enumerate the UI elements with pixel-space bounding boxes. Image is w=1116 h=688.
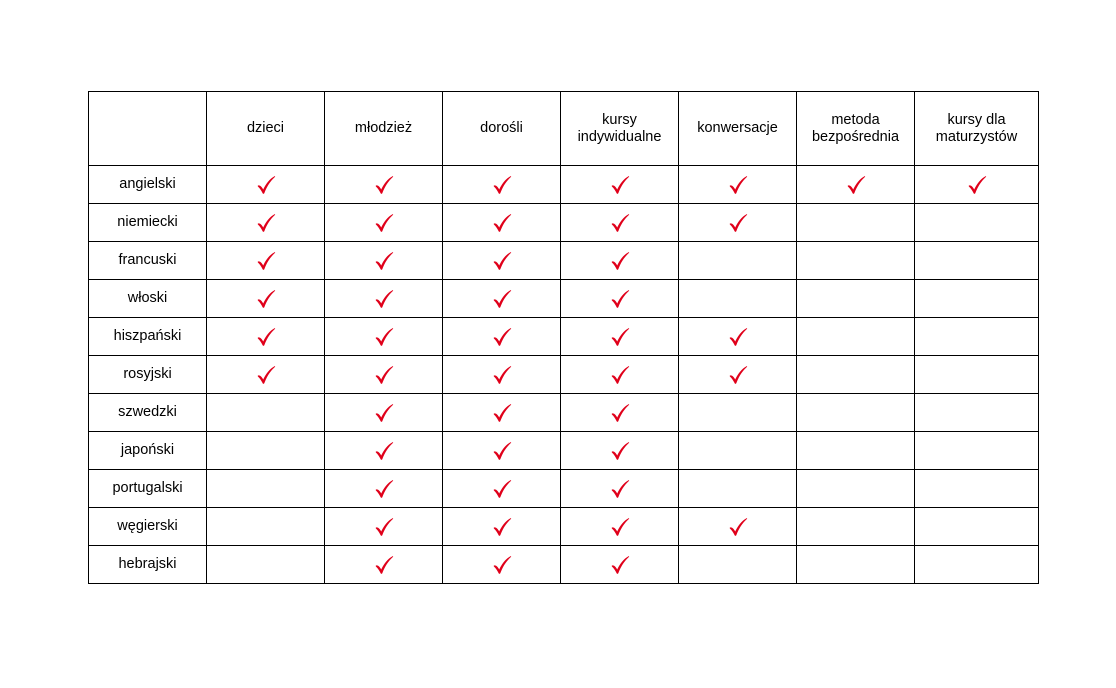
- table-cell: [915, 546, 1039, 584]
- table-cell: [679, 318, 797, 356]
- table-row: [89, 204, 1039, 242]
- table-body: [89, 166, 1039, 584]
- table-cell: [443, 546, 561, 584]
- checkmark-icon: [255, 364, 277, 386]
- table-row: [89, 318, 1039, 356]
- table-cell: [561, 242, 679, 280]
- table-cell: [207, 546, 325, 584]
- table-row: [89, 394, 1039, 432]
- language-label: niemiecki: [89, 204, 207, 242]
- table-cell: [915, 280, 1039, 318]
- table-cell: [915, 242, 1039, 280]
- table-cell: [207, 242, 325, 280]
- column-header: młodzież: [325, 92, 443, 166]
- checkmark-icon: [609, 212, 631, 234]
- checkmark-icon: [491, 174, 513, 196]
- table-row: [89, 356, 1039, 394]
- language-label: rosyjski: [89, 356, 207, 394]
- table-cell: [915, 508, 1039, 546]
- table-cell: [797, 546, 915, 584]
- checkmark-icon: [255, 174, 277, 196]
- checkmark-icon: [491, 440, 513, 462]
- table-cell: [325, 318, 443, 356]
- checkmark-icon: [491, 478, 513, 500]
- checkmark-icon: [845, 174, 867, 196]
- checkmark-icon: [727, 326, 749, 348]
- table-cell: [561, 546, 679, 584]
- table-cell: [561, 356, 679, 394]
- header-row: [89, 92, 1039, 166]
- language-label: francuski: [89, 242, 207, 280]
- checkmark-icon: [373, 478, 395, 500]
- checkmark-icon: [373, 174, 395, 196]
- checkmark-icon: [609, 516, 631, 538]
- table-cell: [207, 318, 325, 356]
- table-cell: [679, 280, 797, 318]
- table-cell: [679, 356, 797, 394]
- language-label: węgierski: [89, 508, 207, 546]
- course-offer-table: [88, 91, 1039, 584]
- checkmark-icon: [609, 364, 631, 386]
- table-row: [89, 508, 1039, 546]
- table-cell: [561, 204, 679, 242]
- checkmark-icon: [373, 212, 395, 234]
- checkmark-icon: [609, 250, 631, 272]
- table-cell: [797, 432, 915, 470]
- table-cell: [915, 166, 1039, 204]
- table-cell: [679, 242, 797, 280]
- table-cell: [443, 508, 561, 546]
- language-label: angielski: [89, 166, 207, 204]
- table-cell: [207, 356, 325, 394]
- table-cell: [915, 204, 1039, 242]
- checkmark-icon: [727, 364, 749, 386]
- table-cell: [679, 546, 797, 584]
- checkmark-icon: [609, 288, 631, 310]
- table-cell: [443, 242, 561, 280]
- table-cell: [797, 508, 915, 546]
- table-cell: [325, 394, 443, 432]
- table-cell: [561, 166, 679, 204]
- table-cell: [797, 470, 915, 508]
- table-cell: [561, 318, 679, 356]
- table-cell: [207, 166, 325, 204]
- table-cell: [325, 356, 443, 394]
- table-cell: [679, 394, 797, 432]
- table-cell: [797, 166, 915, 204]
- checkmark-icon: [727, 174, 749, 196]
- checkmark-icon: [609, 478, 631, 500]
- table-cell: [443, 470, 561, 508]
- checkmark-icon: [491, 402, 513, 424]
- table-cell: [325, 508, 443, 546]
- table-cell: [561, 470, 679, 508]
- table-cell: [915, 394, 1039, 432]
- table-cell: [679, 508, 797, 546]
- language-label: hiszpański: [89, 318, 207, 356]
- checkmark-icon: [491, 212, 513, 234]
- table-cell: [207, 394, 325, 432]
- table-cell: [207, 204, 325, 242]
- column-header: metoda bezpośrednia: [797, 92, 915, 166]
- table-cell: [915, 318, 1039, 356]
- column-header: kursy indywidualne: [561, 92, 679, 166]
- checkmark-icon: [373, 402, 395, 424]
- checkmark-icon: [491, 364, 513, 386]
- checkmark-icon: [491, 250, 513, 272]
- checkmark-icon: [373, 250, 395, 272]
- checkmark-icon: [609, 440, 631, 462]
- checkmark-icon: [373, 288, 395, 310]
- table-cell: [325, 242, 443, 280]
- table-cell: [207, 470, 325, 508]
- checkmark-icon: [255, 288, 277, 310]
- table-cell: [797, 394, 915, 432]
- checkmark-icon: [727, 516, 749, 538]
- table-row: [89, 546, 1039, 584]
- table-cell: [325, 432, 443, 470]
- table-cell: [561, 280, 679, 318]
- checkmark-icon: [491, 288, 513, 310]
- table-cell: [561, 394, 679, 432]
- table-cell: [915, 356, 1039, 394]
- table-cell: [443, 166, 561, 204]
- checkmark-icon: [966, 174, 988, 196]
- table-cell: [679, 432, 797, 470]
- table-cell: [207, 432, 325, 470]
- checkmark-icon: [491, 554, 513, 576]
- checkmark-icon: [609, 326, 631, 348]
- table-cell: [797, 204, 915, 242]
- checkmark-icon: [491, 516, 513, 538]
- column-header: konwersacje: [679, 92, 797, 166]
- table-cell: [325, 204, 443, 242]
- checkmark-icon: [373, 364, 395, 386]
- table-cell: [443, 394, 561, 432]
- table-cell: [915, 470, 1039, 508]
- corner-cell: [89, 92, 207, 166]
- table-cell: [325, 470, 443, 508]
- checkmark-icon: [491, 326, 513, 348]
- checkmark-icon: [727, 212, 749, 234]
- table-cell: [679, 470, 797, 508]
- table-cell: [679, 204, 797, 242]
- table-row: [89, 432, 1039, 470]
- table-cell: [207, 508, 325, 546]
- table-cell: [325, 166, 443, 204]
- table-cell: [443, 356, 561, 394]
- table-cell: [325, 280, 443, 318]
- table-row: [89, 280, 1039, 318]
- checkmark-icon: [373, 554, 395, 576]
- table-cell: [797, 242, 915, 280]
- checkmark-icon: [255, 212, 277, 234]
- checkmark-icon: [255, 250, 277, 272]
- column-header: kursy dla maturzystów: [915, 92, 1039, 166]
- checkmark-icon: [609, 402, 631, 424]
- table-row: [89, 242, 1039, 280]
- checkmark-icon: [373, 326, 395, 348]
- table-cell: [561, 508, 679, 546]
- checkmark-icon: [255, 326, 277, 348]
- table-cell: [443, 280, 561, 318]
- table-cell: [797, 356, 915, 394]
- checkmark-icon: [609, 554, 631, 576]
- table-cell: [679, 166, 797, 204]
- language-label: japoński: [89, 432, 207, 470]
- checkmark-icon: [609, 174, 631, 196]
- table-cell: [207, 280, 325, 318]
- table-cell: [797, 318, 915, 356]
- column-header: dzieci: [207, 92, 325, 166]
- language-label: włoski: [89, 280, 207, 318]
- table-cell: [443, 432, 561, 470]
- table-cell: [797, 280, 915, 318]
- table-row: [89, 470, 1039, 508]
- language-label: szwedzki: [89, 394, 207, 432]
- language-label: portugalski: [89, 470, 207, 508]
- table-cell: [443, 318, 561, 356]
- checkmark-icon: [373, 440, 395, 462]
- table-cell: [325, 546, 443, 584]
- language-label: hebrajski: [89, 546, 207, 584]
- column-header: dorośli: [443, 92, 561, 166]
- checkmark-icon: [373, 516, 395, 538]
- table-cell: [915, 432, 1039, 470]
- table-cell: [443, 204, 561, 242]
- table-cell: [561, 432, 679, 470]
- table-row: [89, 166, 1039, 204]
